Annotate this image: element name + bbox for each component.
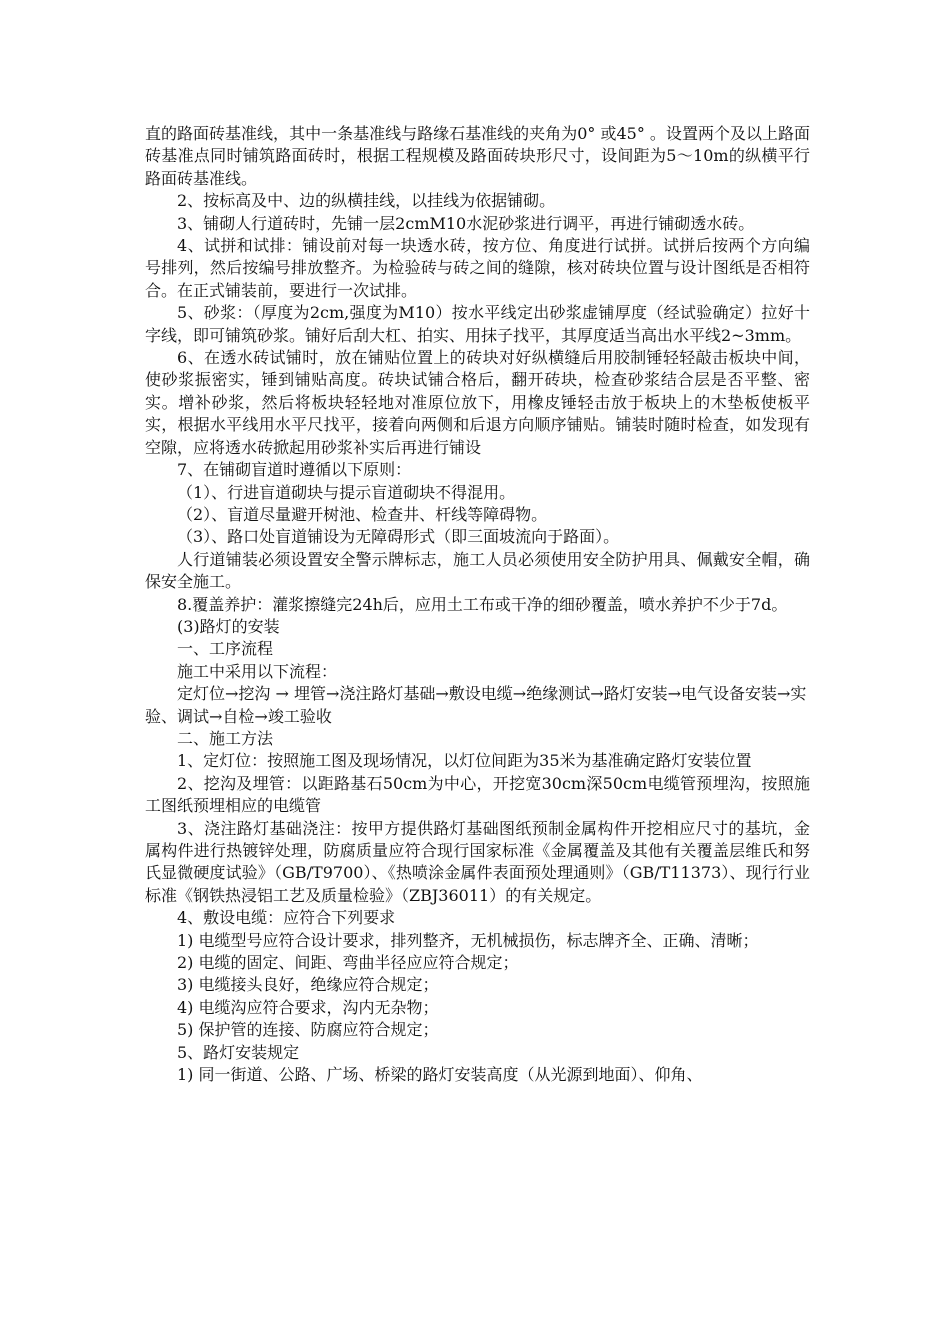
section-heading-streetlight-installation: (3)路灯的安装 (177, 616, 280, 636)
paragraph-method-4-cable-laying: 4、敷设电缆：应符合下列要求 (177, 908, 396, 928)
list-item-cable-req-1: 1) 电缆型号应符合设计要求，排列整齐，无机械损伤，标志牌齐全、正确、清晰； (177, 930, 759, 950)
paragraph-base-line-continued: 直的路面砖基准线，其中一条基准线与路缘石基准线的夹角为0° 或45° 。设置两个及以上路面砖基准点同时铺筑路面砖时，根据工程规模及路面砖块形尺寸，设间距为5～10m的纵横平行路面砖基准线。 (145, 124, 810, 188)
list-item-cable-req-5: 5) 保护管的连接、防腐应符合规定； (177, 1020, 439, 1040)
paragraph-method-5-lamp-rules: 5、路灯安装规定 (177, 1042, 300, 1062)
document-page (145, 123, 810, 1086)
paragraph-step-6-paving: 6、在透水砖试铺时，放在铺贴位置上的砖块对好纵横缝后用胶制锤轻轻敲击板块中间，使砂浆振密实，锤到铺贴高度。砖块试铺合格后，翻开砖块，检查砂浆结合层是否平整、密实。增补砂浆，然后将板块轻轻地对准原位放下，用橡皮锤轻击放于板块上的木垫板使板平实，根据水平线用水平尺找平，接着向两侧和后退方向顺序铺贴。铺装时随时检查，如发现有空隙，应将透水砖掀起用砂浆补实后再进行铺设 (145, 348, 810, 457)
paragraph-step-7-tactile-paving: 7、在铺砌盲道时遵循以下原则： (177, 460, 412, 480)
paragraph-step-8-curing: 8.覆盖养护：灌浆擦缝完24h后，应用土工布或干净的细砂覆盖，喷水养护不少于7d。 (177, 594, 788, 614)
section-heading-construction-method: 二、施工方法 (177, 728, 274, 748)
paragraph-step-2-hanging-line: 2、按标高及中、边的纵横挂线，以挂线为依据铺砌。 (177, 191, 556, 211)
paragraph-step-4-trial-layout: 4、试拼和试排：铺设前对每一块透水砖，按方位、角度进行试拼。试拼后按两个方向编号排列，然后按编号排放整齐。为检验砖与砖之间的缝隙，核对砖块位置与设计图纸是否相符合。在正式铺装前，要进行一次试排。 (145, 236, 810, 300)
paragraph-step-3-mortar-leveling: 3、铺砌人行道砖时，先铺一层2cmM10水泥砂浆进行调平，再进行铺砌透水砖。 (177, 213, 755, 233)
list-item-cable-req-4: 4) 电缆沟应符合要求，沟内无杂物； (177, 997, 439, 1017)
paragraph-method-3-foundation: 3、浇注路灯基础浇注：按甲方提供路灯基础图纸预制金属构件开挖相应尺寸的基坑，金属构件进行热镀锌处理，防腐质量应符合现行国家标准《金属覆盖及其他有关覆盖层维氏和努氏显微硬度试验》（GB/T9700）、《热喷涂金属件表面预处理通则》（GB/T11373）、现行行业标准《钢铁热浸铝工艺及质量检验》（ZBJ36011）的有关规定。 (145, 818, 810, 905)
paragraph-method-2-trench-pipe: 2、挖沟及埋管：以距路基石50cm为中心，开挖宽30cm深50cm电缆管预埋沟，按照施工图纸预埋相应的电缆管 (145, 773, 810, 816)
paragraph-step-5-mortar: 5、砂浆：（厚度为2cm,强度为M10）按水平线定出砂浆虚铺厚度（经试验确定）拉好十字线，即可铺筑砂浆。铺好后刮大杠、拍实、用抹子找平，其厚度适当高出水平线2~3mm。 (145, 303, 810, 345)
paragraph-flow-intro: 施工中采用以下流程： (177, 661, 338, 681)
paragraph-process-flow-chain: 定灯位→挖沟 → 埋管→浇注路灯基础→敷设电缆→绝缘测试→路灯安装→电气设备安装→实验、调试→自检→竣工验收 (145, 684, 807, 726)
list-item-cable-req-3: 3) 电缆接头良好，绝缘应符合规定； (177, 975, 439, 995)
list-item-cable-req-2: 2) 电缆的固定、间距、弯曲半径应应符合规定； (177, 953, 519, 973)
paragraph-safety-notice: 人行道铺装必须设置安全警示牌标志，施工人员必须使用安全防护用具、佩戴安全帽，确保安全施工。 (145, 549, 810, 592)
section-heading-process-flow: 一、工序流程 (177, 639, 274, 659)
list-item-lamp-rule-1: 1) 同一街道、公路、广场、桥梁的路灯安装高度（从光源到地面）、仰角、 (177, 1065, 703, 1085)
paragraph-tactile-rule-2: （2）、盲道尽量避开树池、检查井、杆线等障碍物。 (177, 504, 548, 524)
paragraph-tactile-rule-3: （3）、路口处盲道铺设为无障碍形式（即三面坡流向于路面）。 (177, 527, 620, 547)
paragraph-tactile-rule-1: （1）、行进盲道砌块与提示盲道砌块不得混用。 (177, 482, 516, 502)
paragraph-method-1-lamp-position: 1、定灯位：按照施工图及现场情况，以灯位间距为35米为基准确定路灯安装位置 (177, 751, 752, 771)
